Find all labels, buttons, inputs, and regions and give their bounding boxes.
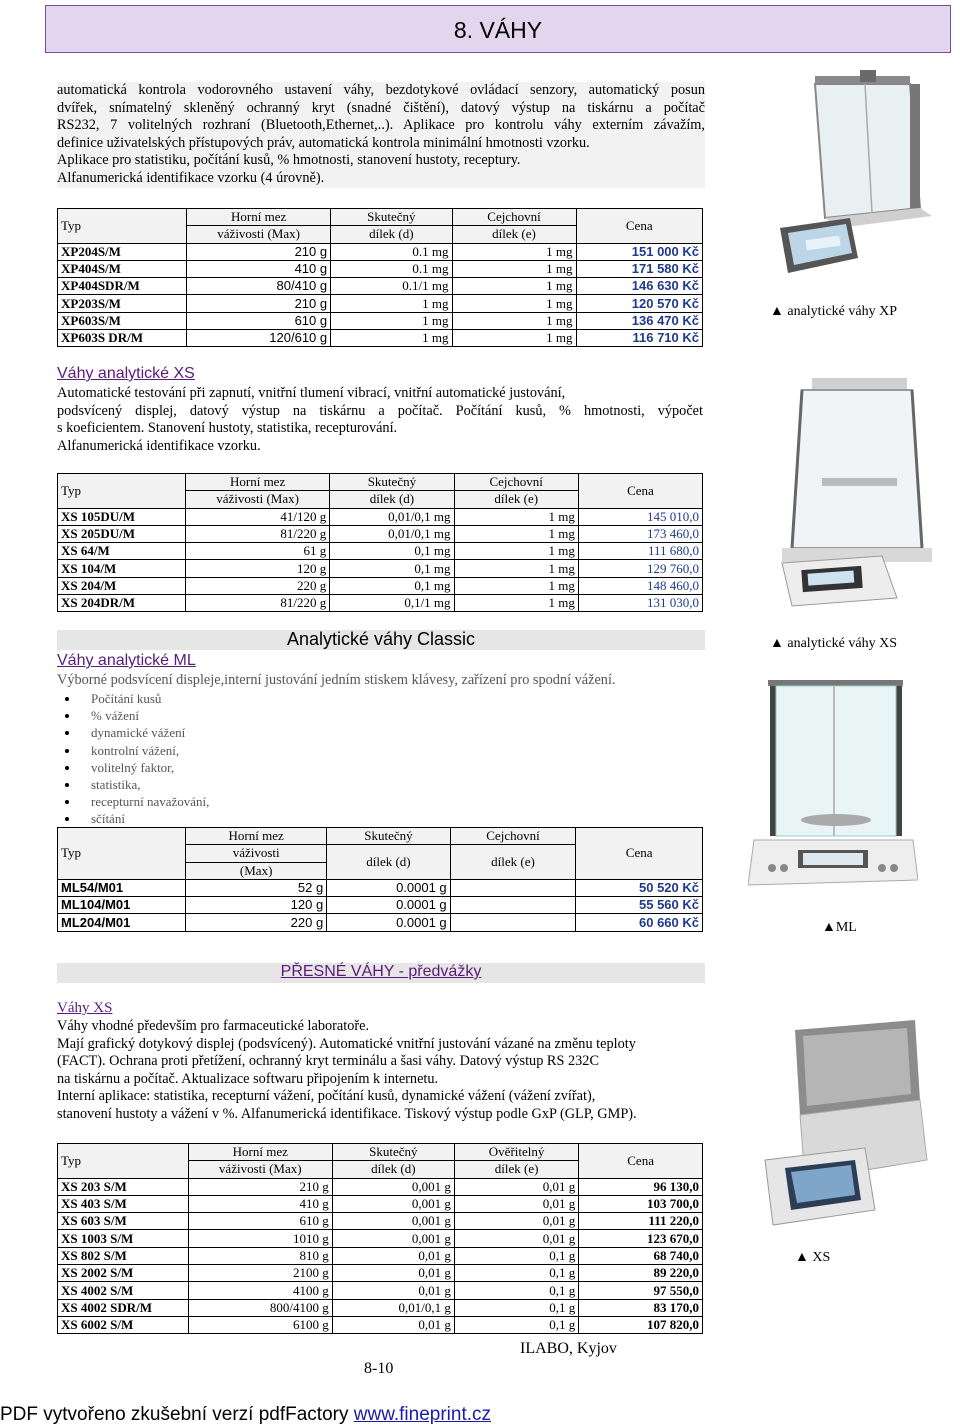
table-row bbox=[58, 278, 703, 295]
table-row bbox=[58, 260, 703, 277]
col-header-e: Cejchovní bbox=[452, 209, 576, 226]
list-item: dynamické vážení bbox=[57, 724, 357, 741]
cell-d: 0,01 g bbox=[332, 1316, 454, 1333]
text-line: automatická kontrola vodorovného ustavení váhy, bezdotykové ovládací senzory, automatický posun bbox=[57, 82, 705, 98]
list-item: Počítání kusů bbox=[57, 690, 357, 707]
table-row bbox=[58, 1265, 703, 1282]
cell-type: XP603S/M bbox=[58, 312, 187, 329]
text-line: s koeficientem. Stanovení hustoty, statistika, recepturování. bbox=[57, 420, 398, 437]
cell-price: 123 670,0 bbox=[579, 1230, 703, 1247]
cell-price: 83 170,0 bbox=[579, 1299, 703, 1316]
text-line: Automatické testování při zapnutí, vnitřní tlumení vibrací, vnitřní automatické justování, bbox=[57, 385, 566, 401]
col-header-e-2: dílek (e) bbox=[454, 1161, 578, 1178]
xp-balance-image bbox=[770, 68, 945, 283]
page-title: 8. VÁHY bbox=[453, 17, 543, 43]
cell-d: 0,01 g bbox=[332, 1265, 454, 1282]
cell-price: 148 460,0 bbox=[578, 577, 702, 594]
col-header-e: Ověřitelný bbox=[454, 1144, 578, 1161]
cell-type: XS 204/M bbox=[58, 577, 186, 594]
page-header bbox=[45, 5, 951, 53]
text-line: Alfanumerická identifikace vzorku. bbox=[57, 437, 261, 454]
cell-type: XP603S DR/M bbox=[58, 330, 187, 347]
cell-e: 1 mg bbox=[452, 330, 576, 347]
page-number: 8-10 bbox=[364, 1360, 394, 1377]
cell-price: 171 580 Kč bbox=[576, 260, 703, 277]
table-row bbox=[58, 1178, 703, 1195]
cell-price: 103 700,0 bbox=[579, 1195, 703, 1212]
cell-d: 0,001 g bbox=[332, 1195, 454, 1212]
cell-e: 1 mg bbox=[452, 260, 576, 277]
cell-e: 0,01 g bbox=[454, 1178, 578, 1195]
ml-feature-list bbox=[57, 690, 357, 828]
text-line: dvířek, snímatelný skleněný ochranný kryt (snadné čištění), datový výstup na tiskárnu a počítač bbox=[57, 99, 705, 116]
text-line: Mají grafický dotykový displej (podsvícený). Automatické vnitřní justování vázané na změnu teploty bbox=[57, 1035, 636, 1052]
cell-type: ML54/M01 bbox=[58, 879, 186, 896]
cell-d: 0,01/0,1 g bbox=[332, 1299, 454, 1316]
cell-type: XS 105DU/M bbox=[58, 508, 186, 525]
col-header-type: Typ bbox=[58, 1144, 189, 1179]
cell-max: 210 g bbox=[188, 1178, 332, 1195]
table-row bbox=[58, 1316, 703, 1333]
cell-e: 0,01 g bbox=[454, 1213, 578, 1230]
cell-price: 111 680,0 bbox=[578, 543, 702, 560]
table-row bbox=[58, 1195, 703, 1212]
col-header-price: Cena bbox=[579, 1144, 703, 1179]
cell-d: 0,001 g bbox=[332, 1213, 454, 1230]
cell-type: XS 603 S/M bbox=[58, 1213, 189, 1230]
cell-type: XS 403 S/M bbox=[58, 1195, 189, 1212]
cell-d: 0.0001 g bbox=[327, 879, 450, 896]
cell-max: 610 g bbox=[187, 312, 331, 329]
cell-e: 1 mg bbox=[454, 595, 578, 612]
table-row bbox=[58, 1282, 703, 1299]
col-header-price: Cena bbox=[576, 828, 703, 880]
cell-d: 0.1 mg bbox=[331, 243, 452, 260]
cell-max: 410 g bbox=[187, 260, 331, 277]
text-line: (FACT). Ochrana proti přetížení, ochranný kryt terminálu a šasi váhy. Datový výstup RS 232C bbox=[57, 1053, 599, 1070]
col-header-e-2: dílek (e) bbox=[450, 845, 576, 880]
cell-e: 1 mg bbox=[452, 295, 576, 312]
cell-max: 210 g bbox=[187, 243, 331, 260]
cell-d: 0.0001 g bbox=[327, 914, 450, 931]
cell-e: 1 mg bbox=[454, 577, 578, 594]
text-line: Váhy vhodné především pro farmaceutické laboratoře. bbox=[57, 1018, 370, 1034]
cell-e: 0,1 g bbox=[454, 1247, 578, 1264]
cell-price: 151 000 Kč bbox=[576, 243, 703, 260]
cell-max: 2100 g bbox=[188, 1265, 332, 1282]
cell-price: 97 550,0 bbox=[579, 1282, 703, 1299]
cell-max: 220 g bbox=[186, 914, 327, 931]
col-header-d-2: dílek (d) bbox=[330, 491, 454, 508]
cell-type: XS 203 S/M bbox=[58, 1178, 189, 1195]
col-header-max: Horní mez bbox=[187, 209, 331, 226]
cell-e: 1 mg bbox=[454, 543, 578, 560]
pdf-footer-text: PDF vytvořeno zkušební verzí pdfFactory bbox=[0, 1404, 354, 1425]
cell-price: 146 630 Kč bbox=[576, 278, 703, 295]
cell-type: ML104/M01 bbox=[58, 897, 186, 914]
cell-e: 1 mg bbox=[452, 278, 576, 295]
cell-max: 800/4100 g bbox=[188, 1299, 332, 1316]
cell-e: 1 mg bbox=[454, 525, 578, 542]
pdf-footer-link[interactable]: www.fineprint.cz bbox=[353, 1404, 492, 1425]
table-row bbox=[58, 525, 703, 542]
xs-analytic-balance-image bbox=[762, 368, 942, 608]
cell-max: 41/120 g bbox=[185, 508, 329, 525]
ml-description: Výborné podsvícení displeje,interní justování jedním stiskem klávesy, zařízení pro spodní vážení. bbox=[57, 672, 616, 688]
company-name: ILABO, Kyjov bbox=[520, 1340, 617, 1357]
xs-analytic-price-table bbox=[57, 473, 703, 612]
cell-max: 210 g bbox=[187, 295, 331, 312]
cell-d: 0,001 g bbox=[332, 1230, 454, 1247]
cell-d: 0,01 g bbox=[332, 1282, 454, 1299]
col-header-d: Skutečný bbox=[327, 828, 450, 845]
cell-d: 0,1 mg bbox=[330, 543, 454, 560]
cell-max: 810 g bbox=[188, 1247, 332, 1264]
cell-max: 120 g bbox=[186, 897, 327, 914]
text-line: podsvícený displej, datový výstup na tiskárnu a počítač. Počítání kusů, % hmotnosti, výpočet bbox=[57, 402, 703, 419]
cell-max: 81/220 g bbox=[185, 595, 329, 612]
cell-price: 116 710 Kč bbox=[576, 330, 703, 347]
cell-price: 111 220,0 bbox=[579, 1213, 703, 1230]
ml-price-table bbox=[57, 827, 703, 932]
col-header-d: Skutečný bbox=[332, 1144, 454, 1161]
xs-caption: ▲ XS bbox=[795, 1250, 831, 1265]
cell-type: XS 802 S/M bbox=[58, 1247, 189, 1264]
list-item: statistika, bbox=[57, 776, 357, 793]
cell-e: 1 mg bbox=[452, 243, 576, 260]
cell-e: 1 mg bbox=[452, 312, 576, 329]
list-item: sčítání bbox=[57, 810, 357, 827]
table-row bbox=[58, 1299, 703, 1316]
text-line: Alfanumerická identifikace vzorku (4 úrovně). bbox=[57, 169, 325, 186]
table-row bbox=[58, 543, 703, 560]
cell-e: 1 mg bbox=[454, 508, 578, 525]
text-line: Aplikace pro statistiku, počítání kusů, % hmotnosti, stanovení hustoty, receptury. bbox=[57, 152, 521, 169]
cell-e: 0,01 g bbox=[454, 1230, 578, 1247]
cell-d: 0,001 g bbox=[332, 1178, 454, 1195]
cell-type: XS 204DR/M bbox=[58, 595, 186, 612]
col-header-max: Horní mez bbox=[188, 1144, 332, 1161]
col-header-d-2: dílek (d) bbox=[331, 226, 452, 243]
cell-price: 68 740,0 bbox=[579, 1247, 703, 1264]
table-row bbox=[58, 295, 703, 312]
table-row bbox=[58, 243, 703, 260]
cell-d: 0.1 mg bbox=[331, 260, 452, 277]
table-row bbox=[58, 312, 703, 329]
col-header-max: Horní mez bbox=[185, 474, 329, 491]
precise-band-title: PŘESNÉ VÁHY - předvážky bbox=[280, 963, 482, 980]
cell-max: 52 g bbox=[186, 879, 327, 896]
cell-d: 0.0001 g bbox=[327, 897, 450, 914]
xp-caption: ▲ analytické váhy XP bbox=[770, 304, 897, 319]
xp-price-table bbox=[57, 208, 703, 347]
table-row bbox=[58, 330, 703, 347]
col-header-max-2: váživosti (Max) bbox=[185, 491, 329, 508]
xs-precise-balance-image bbox=[755, 1010, 930, 1230]
cell-max: 81/220 g bbox=[185, 525, 329, 542]
cell-d: 1 mg bbox=[331, 330, 452, 347]
col-header-e-2: dílek (e) bbox=[454, 491, 578, 508]
cell-price: 89 220,0 bbox=[579, 1265, 703, 1282]
xs-precise-price-table bbox=[57, 1143, 703, 1334]
xs-analytic-description bbox=[57, 385, 703, 455]
col-header-d-2: dílek (d) bbox=[332, 1161, 454, 1178]
col-header-max: Horní mez bbox=[186, 828, 327, 845]
pdf-footer bbox=[0, 1404, 491, 1426]
xs-analytic-caption: ▲ analytické váhy XS bbox=[770, 636, 897, 651]
col-header-price: Cena bbox=[576, 209, 703, 244]
col-header-max-2: váživosti (Max) bbox=[188, 1161, 332, 1178]
cell-type: XS 205DU/M bbox=[58, 525, 186, 542]
cell-max: 1010 g bbox=[188, 1230, 332, 1247]
cell-e: 0,1 g bbox=[454, 1265, 578, 1282]
cell-price: 55 560 Kč bbox=[576, 897, 703, 914]
cell-type: XP404SDR/M bbox=[58, 278, 187, 295]
cell-type: XS 6002 S/M bbox=[58, 1316, 189, 1333]
cell-d: 0,01 g bbox=[332, 1247, 454, 1264]
table-row bbox=[58, 577, 703, 594]
table-row bbox=[58, 1247, 703, 1264]
cell-d: 0,01/0,1 mg bbox=[330, 525, 454, 542]
table-row bbox=[58, 1213, 703, 1230]
cell-type: ML204/M01 bbox=[58, 914, 186, 931]
list-item: recepturní navažování, bbox=[57, 793, 357, 810]
cell-e bbox=[450, 879, 576, 896]
cell-e bbox=[450, 914, 576, 931]
cell-max: 80/410 g bbox=[187, 278, 331, 295]
list-item: kontrolní vážení, bbox=[57, 742, 357, 759]
cell-e: 0,01 g bbox=[454, 1195, 578, 1212]
table-row bbox=[58, 595, 703, 612]
cell-d: 0,1/1 mg bbox=[330, 595, 454, 612]
cell-d: 1 mg bbox=[331, 295, 452, 312]
col-header-e: Cejchovní bbox=[454, 474, 578, 491]
cell-type: XP204S/M bbox=[58, 243, 187, 260]
table-row bbox=[58, 560, 703, 577]
col-header-price: Cena bbox=[578, 474, 702, 509]
col-header-max-3: (Max) bbox=[186, 862, 327, 879]
table-row bbox=[58, 897, 703, 914]
table-row bbox=[58, 879, 703, 896]
ml-balance-image bbox=[748, 680, 918, 908]
cell-max: 120 g bbox=[185, 560, 329, 577]
cell-max: 120/610 g bbox=[187, 330, 331, 347]
cell-max: 610 g bbox=[188, 1213, 332, 1230]
cell-price: 131 030,0 bbox=[578, 595, 702, 612]
cell-price: 107 820,0 bbox=[579, 1316, 703, 1333]
col-header-d: Skutečný bbox=[330, 474, 454, 491]
cell-price: 129 760,0 bbox=[578, 560, 702, 577]
text-line: na tiskárnu a počítač. Aktualizace softwaru připojením k internetu. bbox=[57, 1070, 439, 1087]
col-header-max-2: váživosti (Max) bbox=[187, 226, 331, 243]
ml-title: Váhy analytické ML bbox=[57, 652, 196, 669]
list-item: % vážení bbox=[57, 707, 357, 724]
cell-e: 0,1 g bbox=[454, 1299, 578, 1316]
cell-price: 136 470 Kč bbox=[576, 312, 703, 329]
text-line: definice uživatelských přístupových práv, automatická kontrola minimální hmotnosti vzorku. bbox=[57, 134, 590, 151]
cell-price: 60 660 Kč bbox=[576, 914, 703, 931]
cell-type: XS 4002 SDR/M bbox=[58, 1299, 189, 1316]
xp-description bbox=[57, 82, 705, 188]
cell-price: 96 130,0 bbox=[579, 1178, 703, 1195]
cell-d: 1 mg bbox=[331, 312, 452, 329]
cell-price: 120 570 Kč bbox=[576, 295, 703, 312]
cell-type: XP404S/M bbox=[58, 260, 187, 277]
text-line: RS232, 7 volitelných rozhraní (Bluetooth,Ethernet,..). Aplikace pro kontrolu váhy externím závažím, bbox=[57, 117, 705, 134]
cell-d: 0.1/1 mg bbox=[331, 278, 452, 295]
text-line: Interní aplikace: statistika, recepturní vážení, počítání kusů, dynamické vážení (vážení zvířat), bbox=[57, 1088, 596, 1105]
col-header-d: Skutečný bbox=[331, 209, 452, 226]
cell-d: 0,1 mg bbox=[330, 577, 454, 594]
cell-price: 145 010,0 bbox=[578, 508, 702, 525]
cell-max: 6100 g bbox=[188, 1316, 332, 1333]
xs-precise-description bbox=[57, 1018, 717, 1124]
cell-type: XS 64/M bbox=[58, 543, 186, 560]
cell-price: 173 460,0 bbox=[578, 525, 702, 542]
classic-band-title: Analytické váhy Classic bbox=[286, 629, 476, 649]
cell-max: 220 g bbox=[185, 577, 329, 594]
col-header-type: Typ bbox=[58, 209, 187, 244]
cell-d: 0,1 mg bbox=[330, 560, 454, 577]
cell-price: 50 520 Kč bbox=[576, 879, 703, 896]
cell-type: XS 2002 S/M bbox=[58, 1265, 189, 1282]
col-header-e-2: dílek (e) bbox=[452, 226, 576, 243]
cell-max: 410 g bbox=[188, 1195, 332, 1212]
col-header-d-2: dílek (d) bbox=[327, 845, 450, 880]
cell-type: XS 1003 S/M bbox=[58, 1230, 189, 1247]
col-header-type: Typ bbox=[58, 474, 186, 509]
cell-e: 0,1 g bbox=[454, 1282, 578, 1299]
table-row bbox=[58, 1230, 703, 1247]
col-header-e: Cejchovní bbox=[450, 828, 576, 845]
text-line: stanovení hustoty a vážení v %. Alfanumerická identifikace. Tiskový výstup podle GxP (GLP, GMP). bbox=[57, 1105, 637, 1122]
col-header-max-2: váživosti bbox=[186, 845, 327, 862]
table-row bbox=[58, 508, 703, 525]
list-item: volitelný faktor, bbox=[57, 759, 357, 776]
cell-type: XS 104/M bbox=[58, 560, 186, 577]
cell-e: 1 mg bbox=[454, 560, 578, 577]
cell-e bbox=[450, 897, 576, 914]
cell-type: XS 4002 S/M bbox=[58, 1282, 189, 1299]
cell-type: XP203S/M bbox=[58, 295, 187, 312]
cell-e: 0,1 g bbox=[454, 1316, 578, 1333]
cell-max: 4100 g bbox=[188, 1282, 332, 1299]
table-row bbox=[58, 914, 703, 931]
xs-analytic-title: Váhy analytické XS bbox=[57, 365, 195, 382]
ml-caption: ▲ML bbox=[822, 920, 857, 935]
col-header-type: Typ bbox=[58, 828, 186, 880]
xs-precise-title: Váhy XS bbox=[57, 1000, 113, 1016]
cell-d: 0,01/0,1 mg bbox=[330, 508, 454, 525]
cell-max: 61 g bbox=[185, 543, 329, 560]
